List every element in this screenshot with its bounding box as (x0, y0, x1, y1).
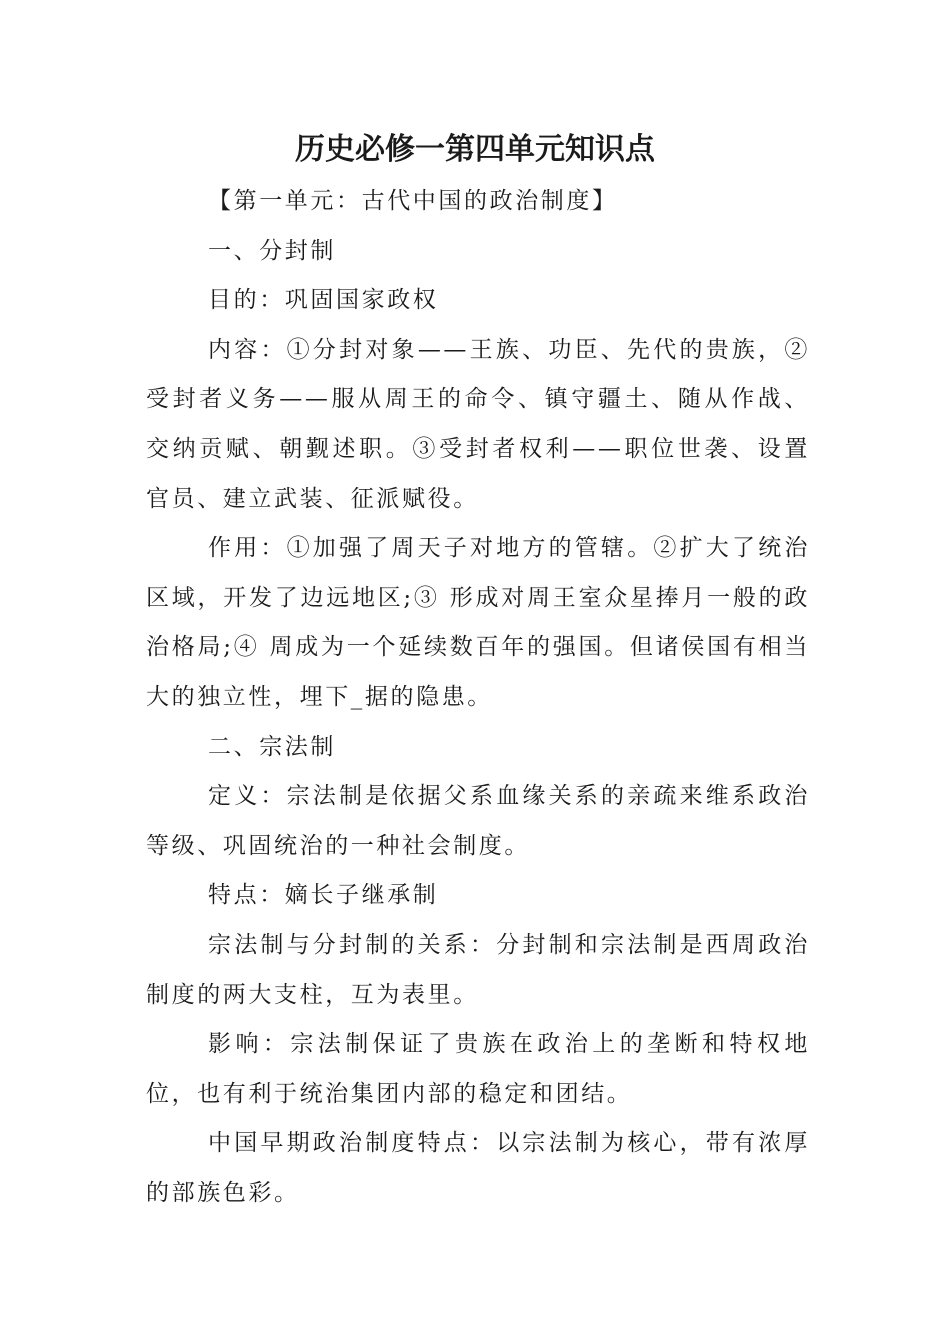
document-title: 历史必修一第四单元知识点 (295, 132, 655, 167)
paragraph-relation: 宗法制与分封制的关系：分封制和宗法制是西周政治制度的两大支柱，互为表里。 (146, 931, 810, 1008)
paragraph-characteristics: 中国早期政治制度特点：以宗法制为核心，带有浓厚的部族色彩。 (146, 1130, 810, 1206)
section-heading-zongfa: 二、宗法制 (208, 733, 336, 760)
paragraph-content: 内容：①分封对象——王族、功臣、先代的贵族，②受封者义务——服从周王的命令、镇守疆土、随从作战、交纳贡赋、朝觐述职。③受封者权利——职位世袭、设置官员、建立武装、征派赋役。 (146, 336, 810, 512)
document-body (146, 177, 810, 1218)
paragraph-influence: 影响：宗法制保证了贵族在政治上的垄断和特权地位，也有利于统治集团内部的稳定和团结。 (146, 1031, 810, 1107)
paragraph-feature: 特点：嫡长子继承制 (208, 882, 439, 909)
unit-heading: 【第一单元：古代中国的政治制度】 (208, 188, 618, 214)
section-heading-fengjian: 一、分封制 (208, 237, 336, 264)
paragraph-purpose: 目的：巩固国家政权 (208, 287, 439, 314)
paragraph-effect: 作用：①加强了周天子对地方的管辖。②扩大了统治区域，开发了边远地区;③ 形成对周王室众星捧月一般的政治格局;④ 周成为一个延续数百年的强国。但诸侯国有相当大的独立性，埋下_据的隐患。 (146, 535, 810, 710)
paragraph-definition: 定义：宗法制是依据父系血缘关系的亲疏来维系政治等级、巩固统治的一种社会制度。 (146, 783, 810, 859)
